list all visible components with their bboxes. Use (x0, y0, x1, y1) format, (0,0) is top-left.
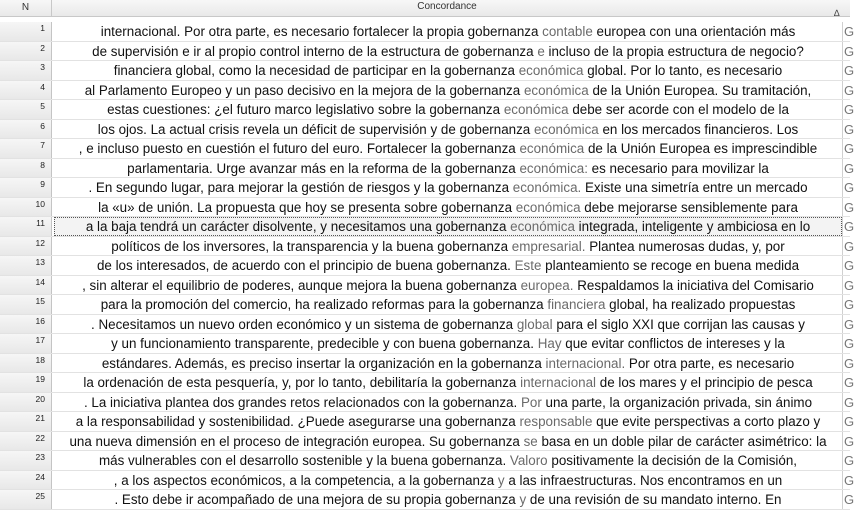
context-right: en los mercados financieros. Los (602, 121, 799, 137)
concordance-line[interactable] (54, 42, 842, 61)
concordance-line[interactable] (54, 334, 842, 353)
next-column-edge: G (844, 102, 854, 117)
row-number: 11 (0, 217, 52, 236)
context-right: que evitar conflictos de intereses y la (565, 336, 785, 351)
context-left: , a los aspectos económicos, a la competencia, a la gobernanza (113, 472, 495, 488)
collocate-word: empresarial. (511, 238, 586, 254)
collocate-word: Este (514, 258, 542, 273)
context-right: planteamiento se recoge en buena medida (545, 258, 800, 273)
context-right: de los mares y el principio de pesca (599, 375, 813, 390)
table-row[interactable] (0, 100, 854, 120)
row-number: 18 (0, 354, 52, 373)
row-number: 21 (0, 412, 52, 431)
context-right: es necesario para movilizar la (591, 160, 769, 176)
concordance-line[interactable] (54, 256, 842, 275)
context-left: . En segundo lugar, para mejorar la gestión de riesgos y la gobernanza (88, 180, 510, 195)
context-left: internacional. Por otra parte, es necesario fortalecer la propia gobernanza (100, 24, 539, 39)
collocate-word: económica: (519, 160, 588, 176)
collocate-word: económica (518, 63, 584, 78)
row-number: 9 (0, 178, 52, 197)
concordance-line[interactable] (54, 139, 842, 158)
row-number: 16 (0, 315, 52, 334)
context-right: europea con una orientación más (596, 24, 796, 39)
next-column-edge: G (844, 355, 854, 371)
table-row[interactable] (0, 373, 854, 393)
row-number: 20 (0, 393, 52, 412)
row-number: 13 (0, 256, 52, 275)
column-header (0, 0, 850, 17)
collocate-word: e (537, 43, 545, 59)
table-row[interactable] (0, 432, 854, 452)
next-column-edge: G (844, 121, 854, 137)
collocate-word: económica. (512, 180, 582, 195)
context-left: parlamentaria. Urge avanzar más en la reforma de la gobernanza (127, 160, 516, 176)
row-number: 22 (0, 432, 52, 451)
context-left: a la responsabilidad y sostenibilidad. ¿Puede asegurarse una gobernanza (75, 414, 516, 429)
row-number: 3 (0, 61, 52, 80)
concordance-line[interactable] (54, 61, 842, 80)
concordance-line[interactable] (54, 412, 842, 431)
context-right: Existe una simetría entre un mercado (585, 180, 808, 195)
next-column-edge: G (844, 141, 854, 156)
context-right: basa en un doble pilar de carácter asimétrico: la (541, 433, 827, 449)
next-column-edge: G (844, 199, 854, 215)
collocate-word: contable (542, 24, 593, 39)
next-column-edge: G (844, 238, 854, 254)
next-column-edge: G (844, 219, 854, 234)
context-left: los ojos. La actual crisis revela un déficit de supervisión y de gobernanza (97, 121, 531, 137)
row-number: 19 (0, 373, 52, 392)
collocate-word: Valoro (509, 453, 548, 468)
table-row[interactable] (0, 42, 854, 62)
table-row[interactable] (0, 217, 854, 237)
context-right: una parte, la organización privada, sin ánimo (545, 394, 813, 410)
context-right: global, ha realizado propuestas (609, 297, 796, 312)
context-left: . La iniciativa plantea dos grandes retos relacionados con la gobernanza. (83, 394, 518, 410)
row-number: 7 (0, 139, 52, 158)
table-row[interactable] (0, 120, 854, 140)
context-left: para la promoción del comercio, ha realizado reformas para la gobernanza (100, 297, 544, 312)
table-row[interactable] (0, 412, 854, 432)
collocate-word: responsable (519, 414, 593, 429)
table-row[interactable] (0, 256, 854, 276)
table-row[interactable] (0, 237, 854, 257)
concordance-line[interactable] (54, 120, 842, 139)
row-number: 25 (0, 490, 52, 509)
row-number: 8 (0, 159, 52, 178)
table-row[interactable] (0, 393, 854, 413)
collocate-word: global (516, 316, 553, 332)
next-column-edge: G (844, 160, 854, 176)
table-row[interactable] (0, 471, 854, 491)
context-left: . Esto debe ir acompañado de una mejora de su propia gobernanza (114, 492, 516, 507)
concordance-line[interactable] (54, 100, 842, 119)
table-row[interactable] (0, 22, 854, 42)
table-row[interactable] (0, 334, 854, 354)
context-left: una nueva dimensión en el proceso de integración europea. Su gobernanza (69, 433, 520, 449)
next-column-edge: G (844, 433, 854, 449)
collocate-word: se (523, 433, 538, 449)
next-column-edge: G (844, 180, 854, 195)
concordance-line[interactable] (54, 354, 842, 373)
next-column-edge: G (844, 336, 854, 351)
context-right: positivamente la decisión de la Comisión, (551, 453, 797, 468)
table-row[interactable] (0, 276, 854, 296)
table-row[interactable] (0, 61, 854, 81)
context-right: debe ser acorde con el modelo de la (572, 102, 789, 117)
concordance-line[interactable] (54, 178, 842, 197)
row-number: 14 (0, 276, 52, 295)
column-header-concordance[interactable]: Concordance (417, 1, 477, 12)
table-row[interactable] (0, 315, 854, 335)
context-right: a las infraestructuras. Nos encontramos en un (508, 472, 783, 488)
context-right: para el siglo XXI que corrijan las causas y (556, 316, 805, 332)
table-row[interactable] (0, 139, 854, 159)
collocate-word: europea. (520, 277, 574, 293)
next-column-edge: G (844, 316, 854, 332)
concordance-line[interactable] (54, 198, 842, 217)
collocate-word: económica (510, 219, 575, 234)
row-number: 12 (0, 237, 52, 256)
context-left: y un funcionamiento transparente, predecible y con buena gobernanza. (111, 336, 534, 351)
column-header-n[interactable]: N (0, 0, 52, 16)
context-right: de una revisión de su mandato interno. En (529, 492, 782, 507)
concordance-line[interactable] (54, 393, 842, 412)
next-column-edge: G (844, 43, 854, 59)
concordance-line[interactable] (54, 315, 842, 334)
row-number: 1 (0, 22, 52, 41)
next-column-edge: G (844, 82, 854, 98)
collocate-word: y (497, 472, 505, 488)
row-number: 6 (0, 120, 52, 139)
collocate-word: económica (523, 82, 589, 98)
next-column-edge: G (844, 472, 854, 488)
table-row[interactable] (0, 159, 854, 179)
context-left: de supervisión e ir al propio control interno de la estructura de gobernanza (92, 43, 534, 59)
context-left: la «u» de unión. La propuesta que hoy se presenta sobre gobernanza (98, 199, 513, 215)
row-number: 4 (0, 81, 52, 100)
collocate-word: financiera (547, 297, 606, 312)
row-number: 5 (0, 100, 52, 119)
collocate-word: Hay (537, 336, 562, 351)
row-number: 23 (0, 451, 52, 470)
context-right: Plantea numerosas dudas, y, por (589, 238, 785, 254)
table-row[interactable] (0, 490, 854, 510)
context-right: Respaldamos la iniciativa del Comisario (577, 277, 814, 293)
collocate-word: Por (520, 394, 542, 410)
table-row[interactable] (0, 198, 854, 218)
row-number: 17 (0, 334, 52, 353)
context-left: la ordenación de esta pesquería, y, por lo tanto, debilitaría la gobernanza (83, 375, 517, 390)
table-row[interactable] (0, 451, 854, 471)
context-right: global. Por lo tanto, es necesario (587, 63, 783, 78)
context-left: estas cuestiones: ¿el futuro marco legislativo sobre la gobernanza (107, 102, 501, 117)
next-column-edge: G (844, 258, 854, 273)
concordance-line[interactable] (54, 237, 842, 256)
context-left: , e incluso puesto en cuestión el futuro del euro. Fortalecer la gobernanza (78, 141, 516, 156)
context-right: integrada, inteligente y ambiciosa en lo (578, 219, 811, 234)
next-column-edge: G (844, 297, 854, 312)
next-column-edge: G (844, 414, 854, 429)
table-row[interactable] (0, 81, 854, 101)
collocate-word: internacional (520, 375, 597, 390)
concordance-line[interactable] (54, 432, 842, 451)
concordance-line[interactable] (54, 451, 842, 470)
concordance-line[interactable] (54, 471, 842, 490)
collocate-word: económica (503, 102, 569, 117)
context-left: financiera global, como la necesidad de participar en la gobernanza (113, 63, 515, 78)
next-column-edge: G (844, 453, 854, 468)
context-right: debe mejorarse sensiblemente para (584, 199, 798, 215)
row-number: 10 (0, 198, 52, 217)
table-row[interactable] (0, 354, 854, 374)
concordance-line[interactable] (54, 22, 842, 41)
concordance-line[interactable] (54, 81, 842, 100)
context-right: Por otra parte, es necesario (628, 355, 795, 371)
context-left: a la baja tendrá un carácter disolvente, y necesitamos una gobernanza (85, 219, 507, 234)
next-column-edge: G (844, 492, 854, 507)
context-right: de la Unión Europea es imprescindible (587, 141, 818, 156)
concordance-line[interactable] (54, 295, 842, 314)
concordance-line[interactable] (54, 217, 842, 236)
concordance-line[interactable] (54, 490, 842, 509)
concordance-line[interactable] (54, 276, 842, 295)
collocate-word: internacional. (545, 355, 626, 371)
collocate-word: económica (519, 141, 585, 156)
next-column-edge: G (844, 24, 854, 39)
context-left: . Necesitamos un nuevo orden económico y un sistema de gobernanza (91, 316, 514, 332)
row-number: 15 (0, 295, 52, 314)
next-column-edge: G (844, 394, 854, 410)
context-right: que evite perspectivas a corto plazo y (596, 414, 821, 429)
context-right: incluso de la propia estructura de negocio? (548, 43, 804, 59)
context-right: de la Unión Europea. Su tramitación, (592, 82, 812, 98)
table-row[interactable] (0, 178, 854, 198)
concordance-line[interactable] (54, 159, 842, 178)
next-column-edge: G (844, 277, 854, 293)
context-left: , sin alterar el equilibrio de poderes, aunque mejora la buena gobernanza (82, 277, 517, 293)
next-column-edge: G (844, 63, 854, 78)
context-left: de los interesados, de acuerdo con el principio de buena gobernanza. (96, 258, 511, 273)
context-left: estándares. Además, es preciso insertar la organización en la gobernanza (101, 355, 542, 371)
context-left: más vulnerables con el desarrollo sostenible y la buena gobernanza. (99, 453, 507, 468)
context-left: al Parlamento Europeo y un paso decisivo en la mejora de la gobernanza (84, 82, 521, 98)
context-left: políticos de los inversores, la transparencia y la buena gobernanza (111, 238, 509, 254)
table-row[interactable] (0, 295, 854, 315)
collocate-word: económica (515, 199, 581, 215)
row-number: 2 (0, 42, 52, 61)
concordance-line[interactable] (54, 373, 842, 392)
next-column-edge: G (844, 375, 854, 390)
sort-ascending-icon[interactable]: ∆ (834, 8, 840, 18)
concordance-list (0, 22, 854, 510)
collocate-word: económica (533, 121, 599, 137)
collocate-word: y (519, 492, 527, 507)
row-number: 24 (0, 471, 52, 490)
